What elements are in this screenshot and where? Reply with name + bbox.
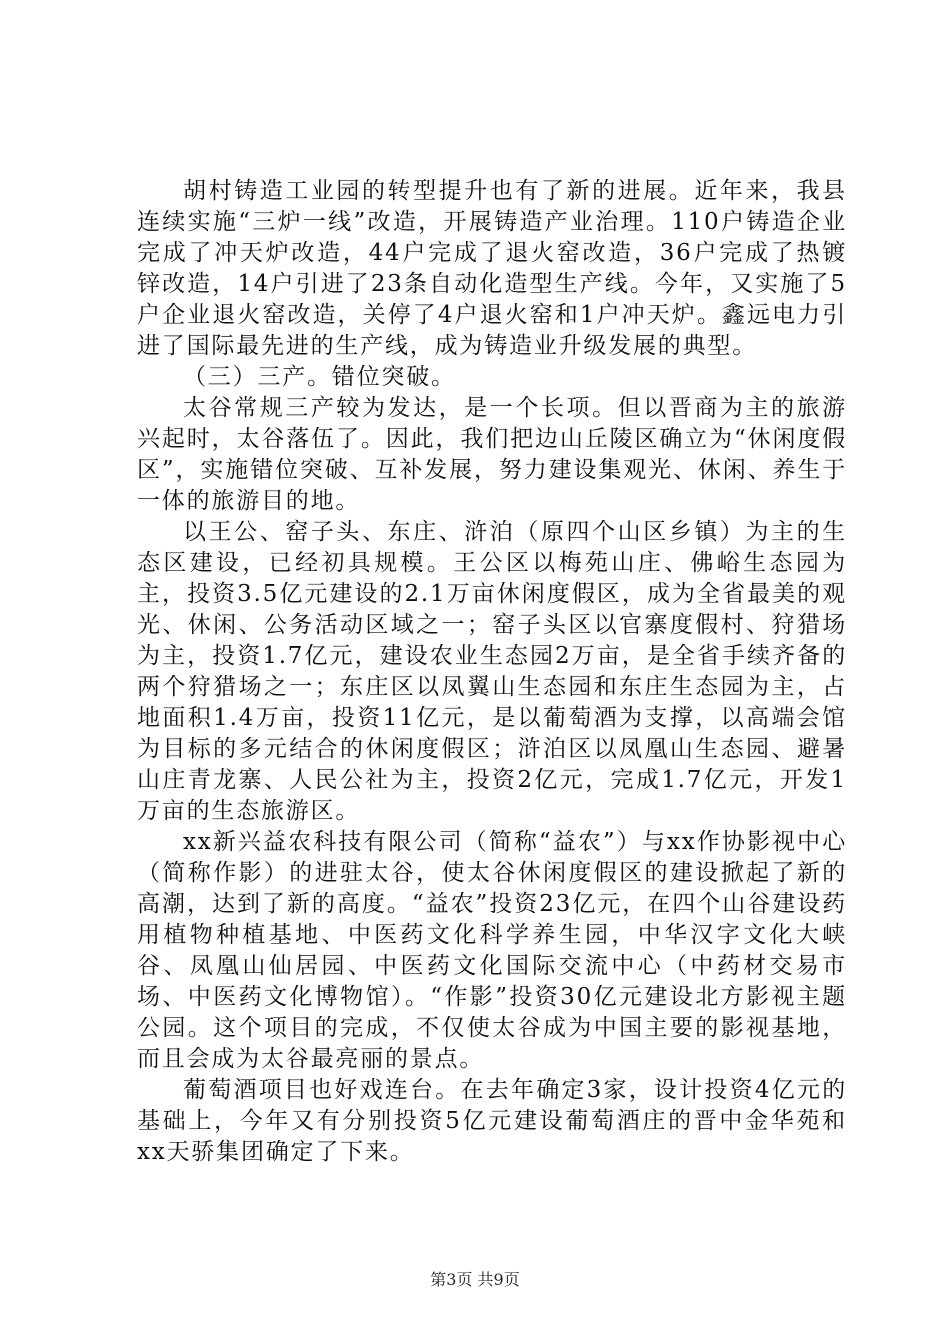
- paragraph-foundry-park: 胡村铸造工业园的转型提升也有了新的进展。近年来，我县连续实施“三炉一线”改造，开展铸造产业治理。110户铸造企业完成了冲天炉改造，44户完成了退火窑改造，36户完成了热镀锌改造，14户引进了23条自动化造型生产线。今年，又实施了5户企业退火窑改造，关停了4户退火窑和1户冲天炉。鑫远电力引进了国际最先进的生产线，成为铸造业升级发展的典型。: [137, 178, 847, 359]
- paragraph-ecological-zones: 以王公、窑子头、东庄、浒泊（原四个山区乡镇）为主的生态区建设，已经初具规模。王公区以梅苑山庄、佛峪生态园为主，投资3.5亿元建设的2.1万亩休闲度假区，成为全省最美的观光、休闲、公务活动区域之一；窑子头区以官寨度假村、狩猎场为主，投资1.7亿元，建设农业生态园2万亩，是全省手续齐备的两个狩猎场之一；东庄区以凤翼山生态园和东庄生态园为主，占地面积1.4万亩，投资11亿元，是以葡萄酒为支撑，以高端会馆为目标的多元结合的休闲度假区；浒泊区以凤凰山生态园、避暑山庄青龙寨、人民公社为主，投资2亿元，完成1.7亿元，开发1万亩的生态旅游区。: [137, 519, 847, 824]
- page-number-footer: 第3页 共9页: [430, 1270, 520, 1289]
- paragraph-investment-projects: xx新兴益农科技有限公司（简称“益农”）与xx作协影视中心（简称作影）的进驻太谷，使太谷休闲度假区的建设掀起了新的高潮，达到了新的高度。“益农”投资23亿元，在四个山谷建设药用植物种植基地、中医药文化科学养生园，中华汉字文化大峡谷、凤凰山仙居园、中医药文化国际交流中心（中药材交易市场、中医药文化博物馆）。“作影”投资30亿元建设北方影视主题公园。这个项目的完成，不仅使太谷成为中国主要的影视基地，而且会成为太谷最亮丽的景点。: [137, 829, 847, 1072]
- paragraph-tourism-strategy: 太谷常规三产较为发达，是一个长项。但以晋商为主的旅游兴起时，太谷落伍了。因此，我们把边山丘陵区确立为“休闲度假区”，实施错位突破、互补发展，努力建设集观光、休闲、养生于一体的旅游目的地。: [137, 395, 847, 514]
- section-heading-tertiary-industry: （三）三产。错位突破。: [183, 364, 456, 390]
- paragraph-wine-projects: 葡萄酒项目也好戏连台。在去年确定3家，设计投资4亿元的基础上，今年又有分别投资5亿元建设葡萄酒庄的晋中金华苑和xx天骄集团确定了下来。: [137, 1077, 847, 1165]
- document-body: [137, 176, 847, 1168]
